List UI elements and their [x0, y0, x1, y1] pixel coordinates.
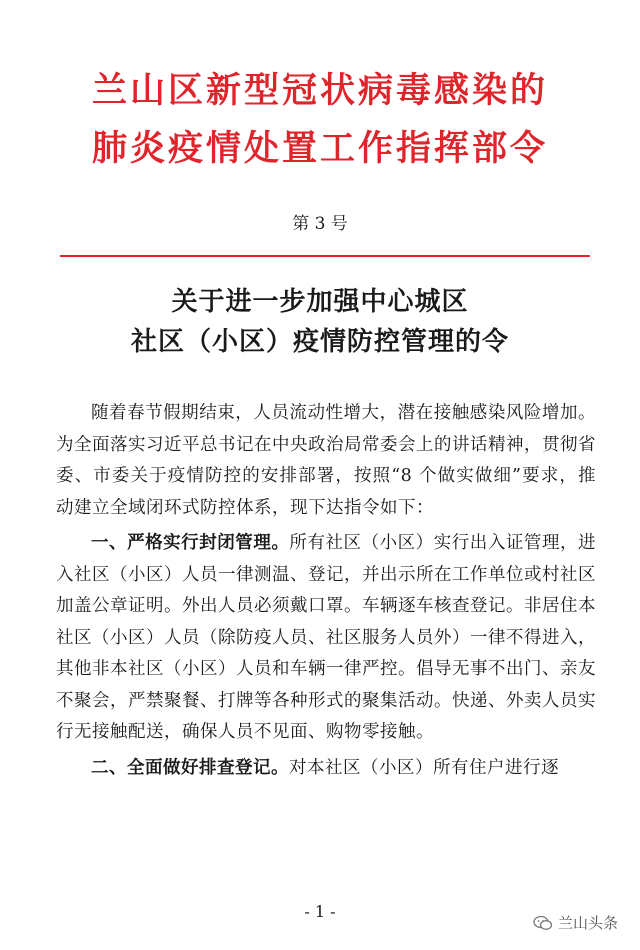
section-2-heading: 二、全面做好排查登记。 [91, 757, 289, 778]
section-2-text: 对本社区（小区）所有住户进行逐 [289, 757, 559, 778]
body-paragraph-section-2 [56, 753, 596, 785]
watermark-text: 兰山头条 [557, 914, 618, 932]
header-title-line1: 兰山区新型冠状病毒感染的 [91, 70, 548, 111]
section-1-heading: 一、严格实行封闭管理。 [91, 533, 290, 553]
section-1-text: 所有社区（小区）实行出入证管理，进入社区（小区）人员一律测温、登记，并出示所在工作单位或村社区加盖公章证明。外出人员必须戴口罩。车辆逐车核查登记。非居住本社区（小区）人员（除防疫人员、社区服务人员外）一律不得进入，其他非本社区（小区）人员和车辆一律严控。倡导无事不出门、亲友不聚会，严禁聚餐、打牌等各种形式的聚集活动。快递、外卖人员实行无接触配送，确保人员不见面、购物零接触。 [56, 533, 597, 742]
header-title-line2: 肺炎疫情处置工作指挥部令 [91, 128, 548, 169]
wechat-icon [533, 915, 553, 931]
source-watermark [533, 912, 618, 933]
document-header-title [0, 62, 640, 178]
subject-title-line2: 社区（小区）疫情防控管理的令 [130, 327, 509, 357]
red-divider-line [60, 255, 590, 257]
subject-title-line1: 关于进一步加强中心城区 [171, 287, 469, 317]
document-body [56, 398, 596, 788]
body-paragraph-section-1 [56, 528, 596, 749]
document-number: 第 3 号 [292, 214, 348, 234]
subject-title [0, 282, 640, 362]
page-number: - 1 - [304, 902, 336, 921]
body-paragraph-intro: 随着春节假期结束，人员流动性增大，潜在接触感染风险增加。为全面落实习近平总书记在中央政治局常委会上的讲话精神，贯彻省委、市委关于疫情防控的安排部署，按照“8 个做实做细”要求，推动建立全域闭环式防控体系，现下达指令如下： [56, 403, 596, 518]
